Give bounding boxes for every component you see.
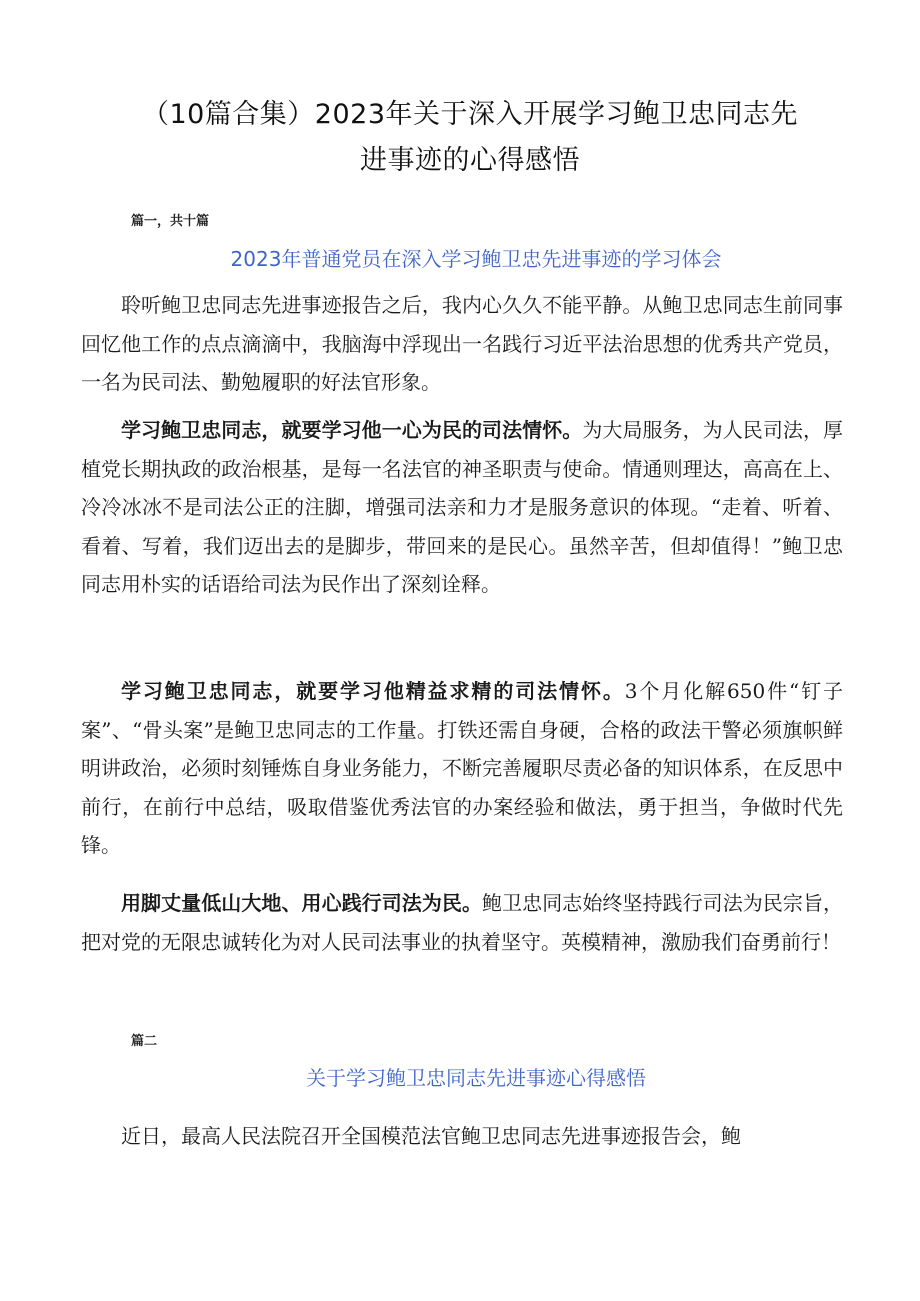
paragraph-lead: 学习鲍卫忠同志，就要学习他精益求精的司法情怀。: [121, 679, 625, 703]
paragraph-lead: 学习鲍卫忠同志，就要学习他一心为民的司法情怀。: [121, 418, 583, 442]
section-1-paragraph-1: [81, 286, 843, 402]
section-2-label: 篇二: [131, 1034, 158, 1049]
paragraph-text: 近日，最高人民法院召开全国模范法官鲍卫忠同志先进事迹报告会，鲍: [121, 1124, 741, 1148]
document-title-line-1: （10篇合集）2023年关于深入开展学习鲍卫忠同志先: [141, 99, 799, 130]
section-1-label: 篇一，共十篇: [131, 214, 210, 229]
document-title-line-2: 进事迹的心得感悟: [360, 145, 580, 176]
paragraph-text: 3个月化解650件“钉子案”、“骨头案”是鲍卫忠同志的工作量。打铁还需自身硬，合格的政法干警必须旗帜鲜明讲政治，必须时刻锤炼自身业务能力，不断完善履职尽责必备的知识体系，在反思中前行，在前行中总结，吸取借鉴优秀法官的办案经验和做法，勇于担当，争做时代先锋。: [81, 679, 844, 858]
paragraph-text: 为大局服务，为人民司法，厚植党长期执政的政治根基，是每一名法官的神圣职责与使命。情通则理达，高高在上、冷冷冰冰不是司法公正的注脚，增强司法亲和力才是服务意识的体现。“走着、听着、看着、写着，我们迈出去的是脚步，带回来的是民心。虽然辛苦，但却值得！”鲍卫忠同志用朴实的话语给司法为民作出了深刻诠释。: [81, 418, 844, 597]
document-title: [70, 92, 870, 184]
paragraph-text: 鲍卫忠同志始终坚持践行司法为民宗旨，把对党的无限忠诚转化为对人民司法事业的执着坚守。英模精神，激励我们奋勇前行！: [81, 891, 844, 954]
paragraph-lead: 用脚丈量低山大地、用心践行司法为民。: [121, 891, 483, 915]
section-2-paragraph-1: [81, 1117, 843, 1156]
section-2-title: 关于学习鲍卫忠同志先进事迹心得感悟: [306, 1066, 646, 1090]
section-1-paragraph-2: [81, 411, 843, 604]
section-1-title: 2023年普通党员在深入学习鲍卫忠先进事迹的学习体会: [230, 247, 722, 271]
paragraph-text: 聆听鲍卫忠同志先进事迹报告之后，我内心久久不能平静。从鲍卫忠同志生前同事回忆他工作的点点滴滴中，我脑海中浮现出一名践行习近平法治思想的优秀共产党员，一名为民司法、勤勉履职的好法官形象。: [81, 293, 843, 395]
section-1-paragraph-3: [81, 672, 843, 865]
section-1-paragraph-4: [81, 884, 843, 961]
